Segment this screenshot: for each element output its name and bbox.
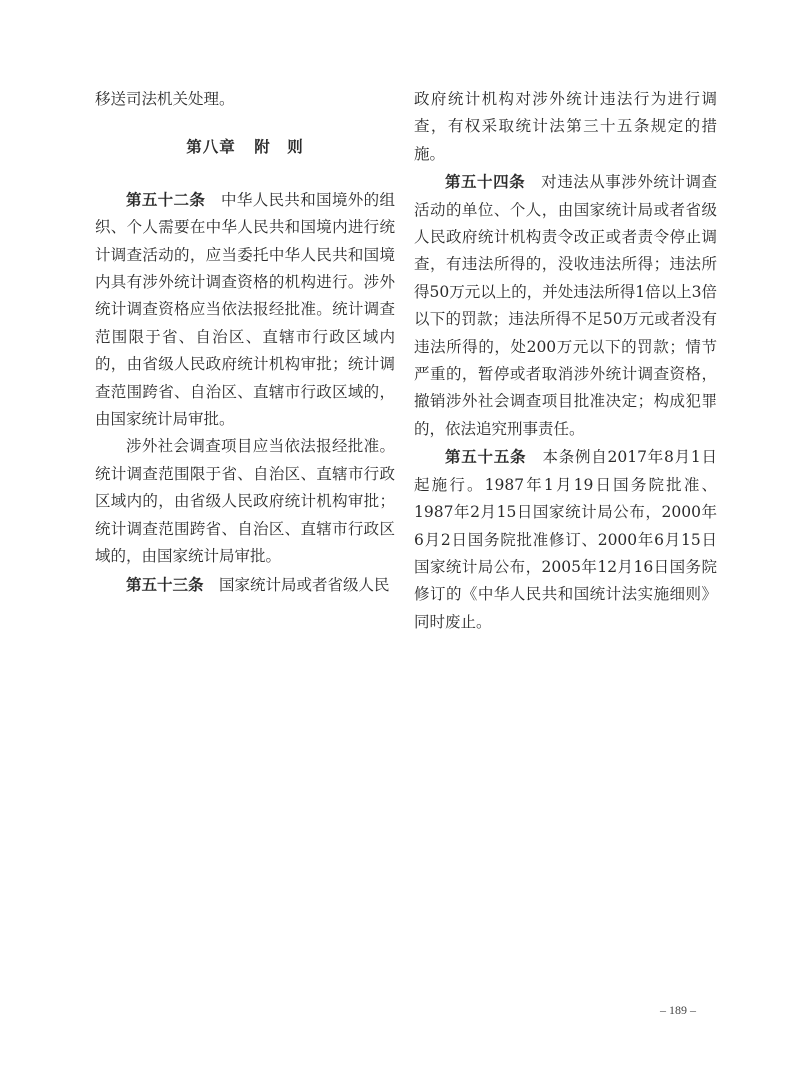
article-55-text: 本条例自2017年8月1日起施行。1987年1月19日国务院批准、1987年2月15日国家统计局公布，2000年6月2日国务院批准修订、2000年6月15日国家统计局公布，2005年12月16日国务院修订的《中华人民共和国统计法实施细则》同时废止。: [414, 448, 717, 631]
article-52: [95, 186, 395, 434]
article-55-title: 第五十五条: [445, 447, 527, 467]
article-55: [414, 443, 717, 636]
chapter-number: 第八章: [186, 137, 236, 157]
article-54: [414, 168, 717, 443]
article-53: [95, 571, 395, 599]
article-53-text: 国家统计局或者省级人民: [219, 575, 390, 594]
page-number: – 189 –: [660, 1003, 696, 1017]
chapter-heading: [95, 133, 395, 160]
article-53-continuation: 政府统计机构对涉外统计违法行为进行调查，有权采取统计法第三十五条规定的措施。: [414, 90, 717, 163]
intro-text: 移送司法机关处理。: [95, 90, 235, 108]
right-column: [414, 86, 717, 636]
article-54-text: 对违法从事涉外统计调查活动的单位、个人，由国家统计局或者省级人民政府统计机构责令改正或者责令停止调查，有违法所得的，没收违法所得；违法所得50万元以上的，并处违法所得1倍以上3倍以下的罚款；违法所得不足50万元或者没有违法所得的，处200万元以下的罚款；情节严重的，暂停或者取消涉外统计调查资格，撤销涉外社会调查项目批准决定；构成犯罪的，依法追究刑事责任。: [414, 173, 717, 438]
article-53-title: 第五十三条: [126, 574, 204, 594]
article-52-paragraph-2: 涉外社会调查项目应当依法报经批准。统计调查范围限于省、自治区、直辖市行政区域内的，由省级人民政府统计机构审批；统计调查范围跨省、自治区、直辖市行政区域的，由国家统计局审批。: [95, 437, 395, 566]
left-column: [95, 86, 395, 599]
article-52-text: 中华人民共和国境外的组织、个人需要在中华人民共和国境内进行统计调查活动的，应当委托中华人民共和国境内具有涉外统计调查资格的机构进行。涉外统计调查资格应当依法报经批准。统计调查范围限于省、自治区、直辖市行政区域内的，由省级人民政府统计机构审批；统计调查范围跨省、自治区、直辖市行政区域的，由国家统计局审批。: [95, 190, 395, 429]
article-54-title: 第五十四条: [445, 172, 526, 192]
chapter-title: 附 则: [254, 137, 304, 157]
article-52-title: 第五十二条: [126, 189, 206, 209]
